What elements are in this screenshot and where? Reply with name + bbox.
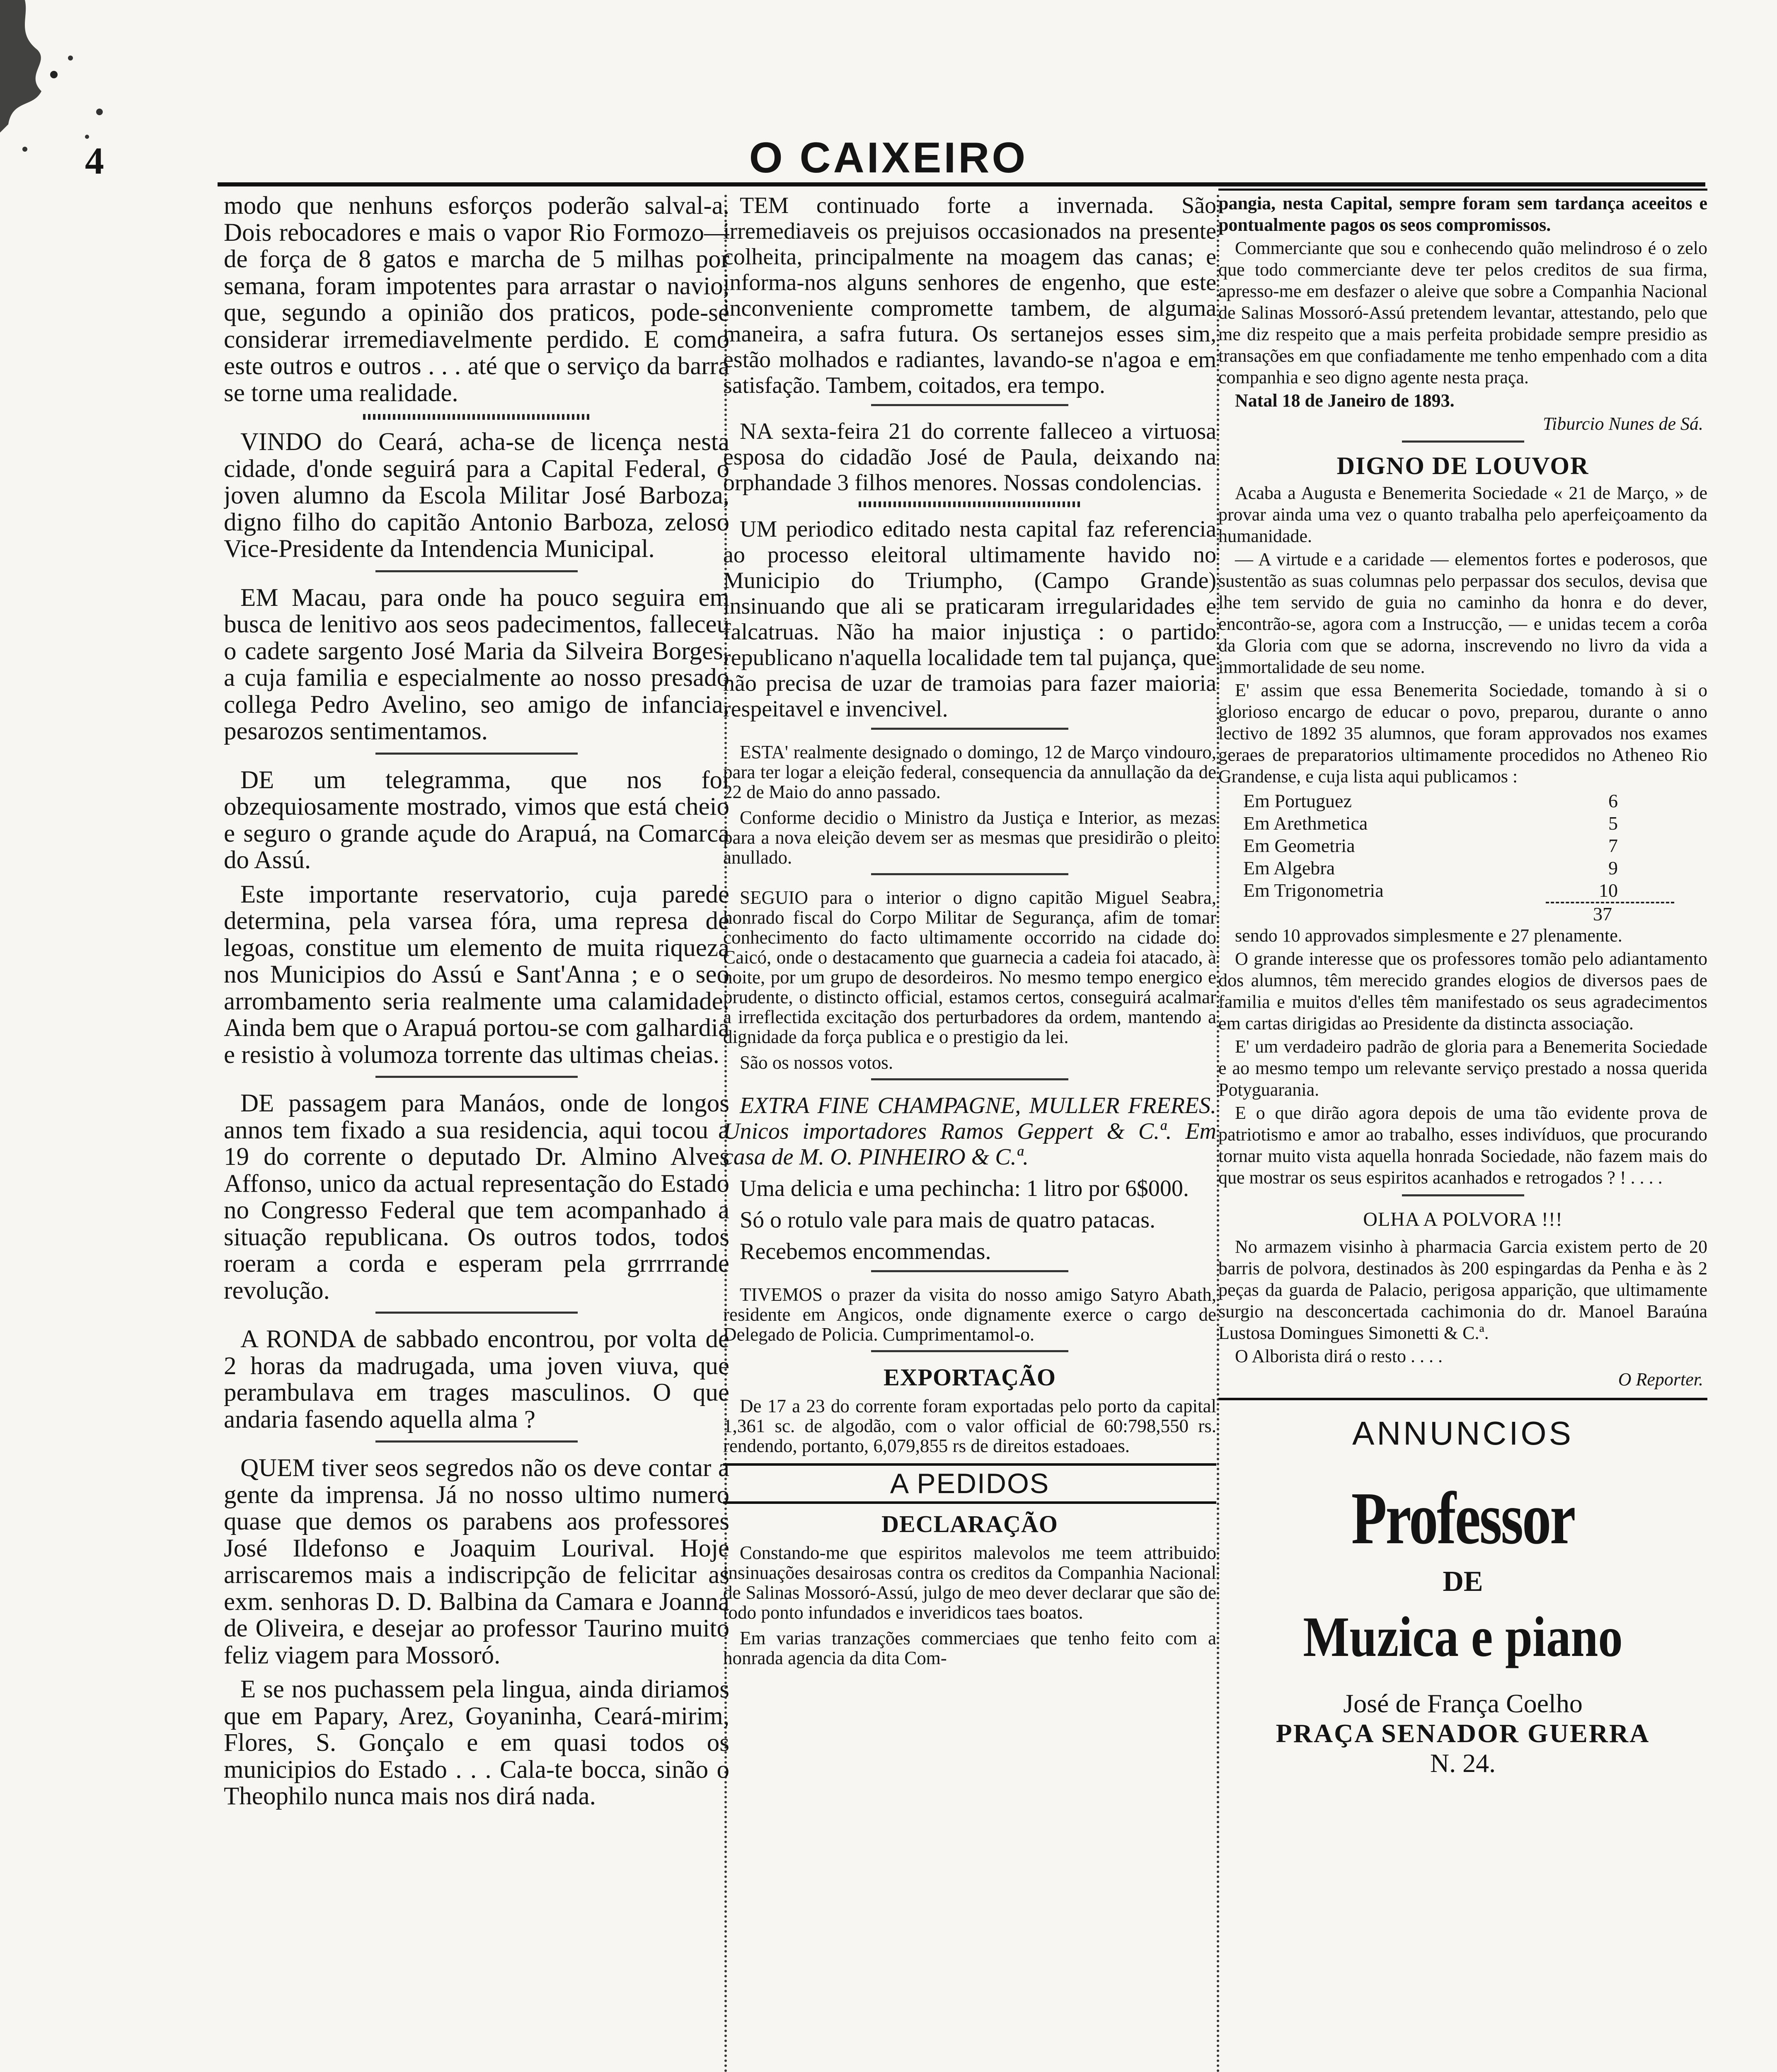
louvor-approvados: sendo 10 approvados simplesmente e 27 plenamente. xyxy=(1235,925,1622,946)
article-barra: modo que nenhuns esforços poderão salval-a. Dois rebocadores e mais o vapor Rio Formozo—de força de 8 gatos e marcha de 5 milhas por semana, foram impotentes para arrastar o navio, que, segundo a opinião dos praticos, pode-se considerar irremediavelmente perdido. E como este outros e outros . . . até que o serviço da barra se torne uma realidade. xyxy=(224,193,729,407)
ad-professor-subject: Muzica e piano xyxy=(1303,1605,1623,1668)
page-number: 4 xyxy=(85,140,104,182)
article-divider xyxy=(1402,1194,1524,1199)
article-eleicao-federal: ESTA' realmente designado o domingo, 12 de Março vindouro, para ter logar a eleição federal, consequencia da annullação da de 22 de Maio do anno passado. xyxy=(723,742,1216,802)
declaracao-heading: DECLARAÇÃO xyxy=(881,1510,1058,1537)
declaracao-continued: pangia, nesta Capital, sempre foram sem tardança aceeitos e pontualmente pagos os seos compromissos. xyxy=(1218,193,1707,235)
column-right xyxy=(1218,193,1707,2072)
article-visita: TIVEMOS o prazer da visita do nosso amigo Satyro Abath, residente em Angicos, onde dignamente exerce o cargo de Delegado de Policia. Cumprimentamol-o. xyxy=(723,1284,1216,1345)
article-divider xyxy=(871,1078,1068,1083)
grades-subject: Em Geometria xyxy=(1243,835,1355,856)
grades-row xyxy=(1243,790,1634,812)
article-ministro: Conforme decidio o Ministro da Justiça e Interior, as mezas para a nova eleição devem ser as mesmas que presidirão o pleito anullado. xyxy=(723,807,1216,868)
polvora-resto: O Alborista dirá o resto . . . . xyxy=(1235,1346,1443,1366)
grades-total: 37 xyxy=(1546,902,1674,925)
grades-count: 5 xyxy=(1608,813,1618,834)
louvor-interesse: O grande interesse que os professores tomão pelo adiantamento dos alumnos, têm merecido grandes elogios de diversos paes de familia e muitos d'elles têm manifestado os seus agradecimentos em cartas dirigidas ao Presidente da distincta associação. xyxy=(1218,949,1707,1034)
ad-professor-title: Professor xyxy=(1351,1477,1575,1559)
ad-champagne-price: Uma delicia e uma pechincha: 1 litro por 6$000. xyxy=(740,1176,1189,1201)
louvor-sociedade: E' assim que essa Benemerita Sociedade, tomando à si o glorioso encargo de educar o povo, preparou, durante o anno lectivo de 1892 35 alumnos, que foram approvados nos exames geraes de preparatorios ultimamente procedidos no Atheneo Rio Grandense, e cuja lista aqui publicamos : xyxy=(1218,680,1707,787)
grades-row xyxy=(1243,812,1634,835)
masthead-title: O CAIXEIRO xyxy=(749,134,1028,182)
article-divider xyxy=(363,414,591,420)
article-seabra: SEGUIO para o interior o digno capitão Miguel Seabra, honrado fiscal do Corpo Militar de Segurança, afim de tomar conhecimento do facto ultimamente occorrido na cidade do Caicó, onde o destacamento que guarnecia a cadeia foi atacado, à noite, por um grupo de desordeiros. No mesmo tempo energico e prudente, o distincto official, estamos certos, conseguirá acalmar a irreflectida excitação dos perturbadores da ordem, mantendo a dignidade da força publica e o prestigio da lei. xyxy=(723,887,1216,1047)
grades-subject: Em Trigonometria xyxy=(1243,880,1384,901)
ad-professor-name: José de França Coelho xyxy=(1343,1689,1583,1718)
article-ceara: VINDO do Ceará, acha-se de licença nesta cidade, d'onde seguirá para a Capital Federal, o joven alumno da Escola Militar José Barboza, digno filho do capitão Antonio Barboza, zeloso Vice-Presidente da Intendencia Municipal. xyxy=(224,428,729,563)
louvor-virtude: — A virtude e a caridade — elementos fortes e poderosos, que sustentão as suas columnas pelo perpassar dos seculos, devisa que lhe tem servido de guia no caminho da honra e do dever, encontrão-se, agora com a Instrucção, — e unidas tecem a corôa da Gloria com que se adorna, inscrevendo no livro da vida a immortalidade de seu nome. xyxy=(1218,549,1707,677)
article-divider xyxy=(375,1076,578,1080)
louvor-heading: DIGNO DE LOUVOR xyxy=(1336,452,1589,479)
louvor-intro: Acaba a Augusta e Benemerita Sociedade « 21 de Março, » de provar ainda uma vez o quanto trabalha pelo aperfeiçoamento da humanidade. xyxy=(1218,483,1707,546)
article-votos: São os nossos votos. xyxy=(740,1052,893,1073)
ad-champagne-rotulo: Só o rotulo vale para mais de quatro patacas. xyxy=(740,1207,1155,1233)
grades-subject: Em Algebra xyxy=(1243,857,1335,879)
annuncios-heading: ANNUNCIOS xyxy=(1352,1415,1574,1452)
article-passagem: DE passagem para Manáos, onde de longos annos tem fixado a sua residencia, aqui tocou a 19 do corrente o deputado Dr. Almino Alves Affonso, unico da actual representação do Estado no Congresso Federal que tem acompanhado a situação republicana. Os outros todos, todos roeram a corda e esperam pela grrrrrande revolução. xyxy=(224,1089,729,1305)
polvora-text: No armazem visinho à pharmacia Garcia existem perto de 20 barris de polvora, destinados às 200 espingardas da Penha e às 2 peças da guarda de Palacio, perigosa apparição, que ultimamente surgio na desconcertada cachimonia do dr. Manoel Baraúna Lustosa Domingues Simonetti & C.ª. xyxy=(1218,1237,1707,1343)
article-reservatorio: Este importante reservatorio, cuja parede determina, pela varsea fóra, uma represa de legoas, constitue um elemento de muita riqueza nos Municipios do Assú e Sant'Anna ; e o seo arrombamento seria realmente uma calamidade. Ainda bem que o Arapuá portou-se com galhardia e resistio à volumoza torrente das ultimas cheias. xyxy=(224,880,729,1069)
apedidos-heading: A PEDIDOS xyxy=(890,1468,1050,1499)
article-invernada: TEM continuado forte a invernada. São irremediaveis os prejuisos occasionados na presente colheita, principalmente na moagem das canas; e informa-nos alguns senhores de engenho, que este inconveniente compromette tambem, de alguma maneira, a safra futura. Os sertanejos esses sim, estão molhados e radiantes, lavando-se n'agoa e em satisfação. Tambem, coitados, era tempo. xyxy=(723,193,1216,398)
grades-count: 9 xyxy=(1608,857,1618,879)
article-divider xyxy=(1402,441,1524,445)
section-banner xyxy=(723,1463,1216,1504)
header-rule xyxy=(218,182,1705,186)
article-divider xyxy=(871,404,1068,409)
ad-champagne-encommendas: Recebemos encommendas. xyxy=(740,1239,991,1264)
grades-count: 7 xyxy=(1608,835,1618,856)
article-divider xyxy=(375,1440,578,1445)
article-falecimento: NA sexta-feira 21 do corrente falleceo a virtuosa esposa do cidadão José de Paula, deixando na orphandade 3 filhos menores. Nossas condolencias. xyxy=(723,419,1216,496)
article-exportacao: De 17 a 23 do corrente foram exportadas pelo porto da capital 1,361 sc. de algodão, com o valor official de 60:798,550 rs. rendendo, portanto, 6,079,855 rs de direitos estadoaes. xyxy=(723,1396,1216,1456)
article-divider xyxy=(859,501,1081,507)
grades-count: 6 xyxy=(1608,790,1618,811)
ad-champagne: EXTRA FINE CHAMPAGNE, MULLER FRERES. Unicos importadores Ramos Geppert & C.ª. Em casa de M. O. PINHEIRO & C.ª. xyxy=(723,1093,1216,1170)
ad-professor-de: DE xyxy=(1443,1566,1483,1598)
declaracao-commerciante: Commerciante que sou e conhecendo quão melindroso é o zelo que todo commerciante deve ter pelos creditos de sua firma, apresso-me em desfazer o aleive que sobre a Companhia Nacional de Salinas Mossoró-Assú pretendem levantar, attestando, pelo que me diz respeito que a mais perfeita probidade sempre presidio as transações em que confiadamente me tenho empenhado com a dita companhia e seo digno agente nesta praça. xyxy=(1218,238,1707,387)
article-divider xyxy=(871,873,1068,878)
article-macau: EM Macau, para onde ha pouco seguira em busca de lenitivo aos seos padecimentos, falleceu o cadete sargento José Maria da Silveira Borges, a cuja familia e especialmente ao nosso presado collega Pedro Avelino, seo amigo de infancia, pesarozos sentimentamos. xyxy=(224,583,729,745)
column-middle xyxy=(723,193,1216,2072)
header-rule-secondary xyxy=(1218,189,1707,191)
declaracao-date: Natal 18 de Janeiro de 1893. xyxy=(1235,390,1455,411)
article-divider xyxy=(871,728,1068,732)
article-divider xyxy=(871,1350,1068,1355)
grades-subject: Em Portuguez xyxy=(1243,790,1352,811)
louvor-dirao: E o que dirão agora depois de uma tão evidente prova de patriotismo e amor ao trabalho, esses indivíduos, que procurando tornar muito vista aquella honrada Sociedade, não fazem mais do que mostrar os seus espiritos acanhados e retrogados ? ! . . . . xyxy=(1218,1103,1707,1188)
grades-row xyxy=(1243,835,1634,857)
grades-subject: Em Arethmetica xyxy=(1243,813,1368,834)
grades-table xyxy=(1243,790,1634,902)
declaracao-text-cont: Em varias tranzações commerciaes que tenho feito com a honrada agencia da dita Com- xyxy=(723,1628,1216,1668)
grades-row xyxy=(1243,879,1634,902)
section-banner xyxy=(1218,1398,1707,1472)
article-segredos: QUEM tiver seos segredos não os deve contar a gente da imprensa. Já no nosso ultimo numero quase que demos os parabens aos professores José Ildefonso e Joaquim Lourival. Hoje arriscaremos mais a indiscripção de felicitar as exm. senhoras D. D. Balbina da Camara e Joanna de Oliveira, e desejar ao professor Taurino muito feliz viagem para Mossoró. xyxy=(224,1454,729,1669)
ad-professor-address: PRAÇA SENADOR GUERRA xyxy=(1276,1719,1650,1748)
polvora-signature: O Reporter. xyxy=(1618,1369,1703,1389)
grades-count: 10 xyxy=(1599,880,1618,901)
article-divider xyxy=(375,570,578,575)
article-eleitoral: UM periodico editado nesta capital faz referencia ao processo eleitoral ultimamente havido no Municipio do Triumpho, (Campo Grande) insinuando que ali se praticaram irregularidades e falcatruas. Não ha maior injustiça : o partido republicano n'aquella localidade tem tal pujança, que não precisa de uzar de tramoias para fazer maioria respeitavel e invencivel. xyxy=(723,516,1216,722)
polvora-heading: OLHA A POLVORA !!! xyxy=(1363,1208,1563,1230)
ad-professor-number: N. 24. xyxy=(1430,1748,1496,1778)
article-divider xyxy=(375,753,578,757)
declaracao-text: Constando-me que espiritos malevolos me teem attribuido insinuações desairosas contra os creditos da Companhia Nacional de Salinas Mossoró-Assú, julgo de meo dever declarar que são de todo ponto infundados e inveridicos taes boatos. xyxy=(723,1542,1216,1623)
louvor-padrao: E' um verdadeiro padrão de gloria para a Benemerita Sociedade e ao mesmo tempo um relevante serviço prestado a nossa querida Potyguarania. xyxy=(1218,1036,1707,1100)
column-left xyxy=(224,193,729,2072)
article-telegramma: DE um telegramma, que nos foi obzequiosamente mostrado, vimos que está cheio e seguro o grande açude do Arapuá, na Comarca do Assú. xyxy=(224,766,729,874)
article-lingua: E se nos puchassem pela lingua, ainda diriamos que em Papary, Arez, Goyaninha, Ceará-mirim, Flores, S. Gonçalo e em quasi todos os municipios do Estado . . . Cala-te bocca, sinão o Theophilo nunca mais nos dirá nada. xyxy=(224,1675,729,1810)
grades-row xyxy=(1243,857,1634,879)
article-ronda: A RONDA de sabbado encontrou, por volta de 2 horas da madrugada, uma joven viuva, que perambulava em trages masculinos. O que andaria fasendo aquella alma ? xyxy=(224,1325,729,1433)
declaracao-signature: Tiburcio Nunes de Sá. xyxy=(1542,414,1703,434)
article-divider xyxy=(375,1312,578,1316)
article-divider xyxy=(871,1270,1068,1275)
exportacao-heading: EXPORTAÇÃO xyxy=(883,1364,1056,1391)
